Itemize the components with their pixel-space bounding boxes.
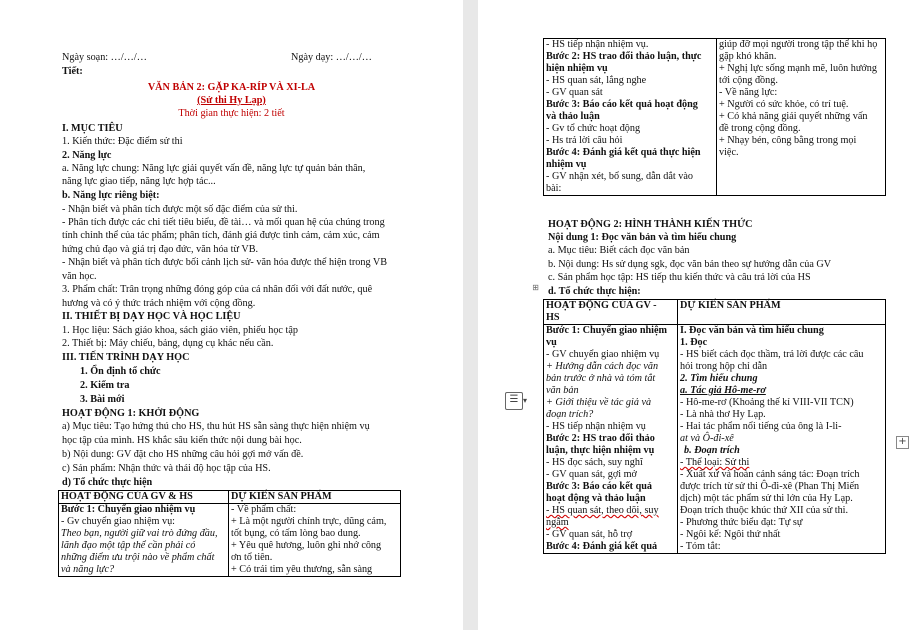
text-line: a. Năng lực chung: Năng lực giải quyết vấn đề, năng lực tự quản bản thân,: [62, 163, 366, 174]
cell-line: ngẫm: [546, 517, 569, 528]
cell-line: - Gv tổ chức hoạt động: [546, 123, 641, 134]
header-line: HS: [546, 312, 560, 323]
cell-line: hiện nhiệm vụ: [546, 63, 608, 74]
cell-line: a. Tác giả Hô-me-rơ: [680, 385, 766, 396]
text-line: hương và có ý thức trách nhiệm với cộng đồng.: [62, 298, 256, 309]
text-line: Nội dung 1: Đọc văn bản và tìm hiểu chung: [548, 232, 737, 243]
text-line: 1. Học liệu: Sách giáo khoa, sách giáo viên, phiếu học tập: [62, 325, 298, 336]
doc-duration: Thời gian thực hiện: 2 tiết: [178, 108, 285, 119]
text-line: 3. Bài mới: [80, 394, 125, 405]
table-cell-activity[interactable]: [59, 504, 229, 577]
cell-line: - GV nhận xét, bổ sung, dẫn dắt vào: [546, 171, 693, 182]
cell-line: - Ngôi kể: Ngôi thứ nhất: [680, 529, 781, 540]
cell-line: + Yêu quê hương, luôn ghi nhớ công: [231, 540, 382, 551]
cell-line: at và Ô-đi-xê: [680, 433, 734, 444]
cell-line: văn bản: [546, 385, 579, 396]
cell-line: hỏi trong hộp chỉ dẫn: [680, 361, 768, 372]
cell-line: tới cộng đồng.: [719, 75, 778, 86]
cell-line: nhiệm vụ: [546, 159, 587, 170]
text-line: 3. Phẩm chất: Trân trọng những đóng góp của cá nhân đối với đất nước, quê: [62, 284, 373, 295]
text-line: a. Mục tiêu: Biết cách đọc văn bản: [548, 245, 690, 256]
cell-line: - Về phẩm chất:: [231, 504, 297, 515]
cell-line: + Là một người chính trực, dũng cảm,: [231, 516, 387, 527]
lesson-number: Tiết:: [62, 66, 83, 77]
text-line: b. Năng lực riêng biệt:: [62, 190, 160, 201]
cell-line: - GV quan sát: [546, 87, 603, 98]
doc-title: VĂN BẢN 2: GẶP KA-RÍP VÀ XI-LA: [147, 82, 316, 93]
cell-line: Bước 2: HS trao đổi thảo luận, thực: [546, 51, 702, 62]
cell-line: + Có khả năng giải quyết những vấn: [719, 111, 868, 122]
cell-line: - Hô-me-rơ (Khoảng thế kỉ VIII-VII TCN): [680, 397, 854, 408]
cell-line: b. Đoạn trích: [684, 445, 740, 456]
section-heading: HOẠT ĐỘNG 2: HÌNH THÀNH KIẾN THỨC: [548, 219, 753, 230]
text-line: b) Nội dung: GV đặt cho HS những câu hỏi gợi mở vấn đề.: [62, 449, 304, 460]
cell-line: tốt bụng, có tấm lòng bao dung.: [231, 528, 361, 539]
table-header-product: DỰ KIẾN SẢN PHẨM: [229, 491, 401, 504]
cell-line: bài:: [546, 183, 562, 194]
cell-line: - HS quan sát, lắng nghe: [546, 75, 647, 86]
cell-line: những điểm ưu trội nào về phẩm chất: [61, 552, 215, 563]
cell-line: - Phương thức biểu đạt: Tự sự: [680, 517, 803, 528]
text-line: d) Tổ chức thực hiện: [62, 477, 153, 488]
cell-line: gặp khó khăn.: [719, 51, 777, 62]
cell-line: Bước 4: Đánh giá kết quả: [546, 541, 658, 552]
cell-line: - HS tiếp nhận nhiệm vụ.: [546, 39, 649, 50]
text-line: c) Sản phẩm: Nhận thức và thái độ học tập của HS.: [62, 463, 271, 474]
cell-line: + Có trái tim yêu thương, sẵn sàng: [231, 564, 373, 575]
cell-line: - Hai tác phẩm nổi tiếng của ông là I-li-: [680, 421, 842, 432]
cell-line: được trích từ sử thi Ô-đi-xê (Phan Thị Miến: [680, 481, 860, 492]
cell-line: và năng lực?: [61, 564, 115, 575]
cell-line: - Thể loại: Sử thi: [680, 457, 750, 468]
cell-line: - HS tiếp nhận nhiệm vụ: [546, 421, 646, 432]
cell-line: Bước 1: Chuyển giao nhiệm: [546, 325, 667, 336]
move-handle-icon[interactable]: ⊞: [532, 283, 539, 292]
cell-line: ơn tổ tiên.: [231, 552, 273, 563]
cell-line: - Tóm tắt:: [680, 541, 721, 552]
cell-line: - HS quan sát, theo dõi, suy: [546, 505, 659, 516]
text-line: tính chỉnh thể của tác phẩm; phân tích, đánh giá được tình cảm, cảm xúc, cảm: [62, 230, 380, 241]
cell-line: 2. Tìm hiểu chung: [680, 373, 758, 384]
cell-line: + Nhạy bén, công bằng trong mọi: [719, 135, 857, 146]
layout-options-icon[interactable]: ☰: [505, 392, 523, 410]
cell-line: 1. Đọc: [680, 337, 708, 348]
text-line: - Nhận biết và phân tích được một số đặc điểm của sử thi.: [62, 204, 298, 215]
cell-line: - HS đọc sách, suy nghĩ: [546, 457, 643, 468]
cell-line: - GV chuyển giao nhiệm vụ: [546, 349, 660, 360]
header-line: HOẠT ĐỘNG CỦA GV -: [546, 300, 657, 311]
text-line: 2. Kiểm tra: [80, 380, 130, 391]
table-cell-activity[interactable]: [544, 325, 678, 554]
cell-line: + Người có sức khỏe, có trí tuệ.: [719, 99, 849, 110]
text-line: 1. Ổn định tổ chức: [80, 366, 161, 377]
cell-line: hoạt động và thảo luận: [546, 493, 646, 504]
cell-line: vụ: [546, 337, 557, 348]
text-line: a) Mục tiêu: Tạo hứng thú cho HS, thu hút HS sẵn sàng thực hiện nhiệm vụ: [62, 421, 370, 432]
cell-line: giúp đỡ mọi người trong tập thể khi họ: [719, 39, 878, 50]
text-line: - Nhận biết và phân tích được bối cảnh lịch sử- văn hóa được thể hiện trong VB: [62, 257, 388, 268]
cell-line: dịch) một tác phẩm sử thi lớn của Hy Lạp.: [680, 493, 853, 504]
section-heading: HOẠT ĐỘNG 1: KHỞI ĐỘNG: [62, 408, 200, 419]
section-heading: III. TIẾN TRÌNH DẠY HỌC: [62, 352, 190, 363]
date-teach: Ngày dạy: …/…/…: [291, 52, 372, 63]
text-line: 2. Thiết bị: Máy chiếu, bảng, dụng cụ khác nếu cần.: [62, 338, 274, 349]
text-line: văn học.: [62, 271, 97, 282]
cell-line: Bước 3: Báo cáo kết quả hoạt động: [546, 99, 698, 110]
cell-line: Bước 4: Đánh giá kết quả thực hiện: [546, 147, 701, 158]
table-cell-product[interactable]: [229, 504, 401, 577]
text-line: c. Sản phẩm học tập: HS tiếp thu kiến thức và câu trả lời của HS: [548, 272, 811, 283]
activity-table-2: [543, 299, 886, 554]
text-line: 2. Năng lực: [62, 150, 112, 161]
cell-line: Bước 2: HS trao đổi thảo: [546, 433, 655, 444]
cell-line: Theo bạn, người giữ vai trò đứng đầu,: [61, 528, 218, 539]
cell-line: luận, thực hiện nhiệm vụ: [546, 445, 655, 456]
cell-line: bản trước ở nhà và tóm tắt: [546, 373, 656, 384]
text-line: học tập của mình. HS khắc sâu kiến thức nội dung bài học.: [62, 435, 302, 446]
table-header-activity: HOẠT ĐỘNG CỦA GV & HS: [59, 491, 229, 504]
cell-line: I. Đọc văn bản và tìm hiểu chung: [680, 325, 824, 336]
section-heading: I. MỤC TIÊU: [62, 123, 123, 134]
text-line: - Phân tích được các chi tiết tiêu biểu, đề tài… và mối quan hệ của chúng trong: [62, 217, 385, 228]
table-header-activity: [544, 300, 678, 325]
cell-line: - HS biết cách đọc thầm, trả lời được các câu: [680, 349, 864, 360]
cell-line: - Hs trả lời câu hỏi: [546, 135, 623, 146]
chevron-down-icon[interactable]: ▾: [523, 396, 528, 405]
plus-icon[interactable]: +: [896, 436, 909, 449]
cell-line: + Giới thiệu về tác giả và: [546, 397, 652, 408]
doc-subtitle: (Sử thi Hy Lạp): [197, 95, 266, 106]
text-line: b. Nội dung: Hs sử dụng sgk, đọc văn bản theo sự hướng dẫn của GV: [548, 259, 832, 270]
activity-table-1-continued: [543, 38, 886, 196]
cell-line: đoạn trích?: [546, 409, 594, 420]
cell-line: việc.: [719, 147, 739, 158]
cell-line: - Là nhà thơ Hy Lạp.: [680, 409, 766, 420]
table-cell-product[interactable]: [717, 39, 886, 196]
text-line: 1. Kiến thức: Đặc điểm sử thi: [62, 136, 183, 147]
cell-line: - Về năng lực:: [719, 87, 778, 98]
table-cell-activity[interactable]: [544, 39, 717, 196]
text-line: d. Tổ chức thực hiện:: [548, 286, 641, 297]
date-prepare: Ngày soạn: …/…/…: [62, 52, 147, 63]
cell-line: - Gv chuyển giao nhiệm vụ:: [61, 516, 176, 527]
document-page-right: [478, 0, 919, 630]
cell-line: - GV quan sát, gợi mở: [546, 469, 637, 480]
cell-line: + Nghị lực sống mạnh mẽ, luôn hướng: [719, 63, 877, 74]
table-cell-product[interactable]: [678, 325, 886, 554]
cell-line: Bước 1: Chuyển giao nhiệm vụ: [61, 504, 196, 515]
section-heading: II. THIẾT BỊ DẠY HỌC VÀ HỌC LIỆU: [62, 311, 241, 322]
cell-line: lãnh đạo một tập thể cần phải có: [61, 540, 196, 551]
cell-line: và thảo luận: [546, 111, 600, 122]
text-line: năng lực giao tiếp, năng lực hợp tác...: [62, 176, 216, 187]
cell-line: - Xuất xứ và hoàn cảnh sáng tác: Đoạn trích: [680, 469, 860, 480]
text-line: hứng chủ đạo và giá trị đạo đức, văn hóa từ VB.: [62, 244, 259, 255]
cell-line: đề trong cộng đồng.: [719, 123, 801, 134]
activity-table-1: [58, 490, 401, 577]
cell-line: Đoạn trích thuộc khúc thứ XII của sử thi.: [680, 505, 849, 516]
cell-line: Bước 3: Báo cáo kết quả: [546, 481, 652, 492]
table-header-product: DỰ KIẾN SẢN PHẨM: [678, 300, 886, 325]
cell-line: - GV quan sát, hỗ trợ: [546, 529, 633, 540]
cell-line: + Hướng dẫn cách đọc văn: [546, 361, 659, 372]
